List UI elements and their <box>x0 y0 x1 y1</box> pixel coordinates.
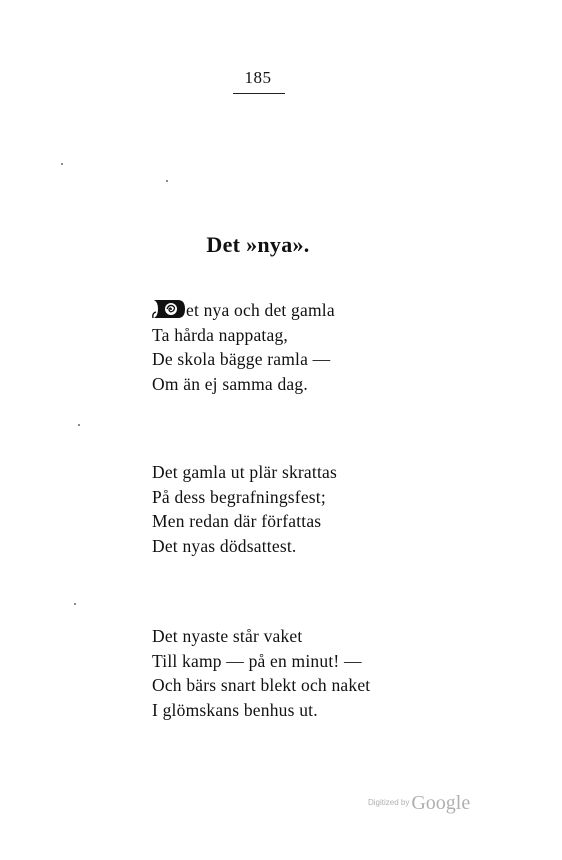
decorative-initial-d <box>152 298 186 320</box>
poem-line: Och bärs snart blekt och naket <box>152 675 371 695</box>
first-line-text: et nya och det gamla <box>186 300 335 320</box>
poem-line <box>152 298 335 323</box>
stanza-1 <box>152 298 335 396</box>
digitized-by-google-watermark <box>368 792 470 815</box>
page-number-rule <box>233 93 285 94</box>
scan-speck <box>74 603 76 605</box>
scan-speck <box>61 163 63 165</box>
poem-line: Det gamla ut plär skrattas <box>152 462 338 482</box>
poem-line: Det nyas dödsattest. <box>152 535 297 556</box>
poem-line: Om än ej samma dag. <box>152 373 308 394</box>
scan-speck <box>78 424 80 426</box>
poem-line: Det nyaste står vaket <box>152 626 303 646</box>
stanza-2 <box>152 460 337 558</box>
poem-line: På dess begrafningsfest; <box>152 486 326 507</box>
page-number: 185 <box>244 68 272 87</box>
poem-line: Men redan där författas <box>152 511 322 531</box>
poem-line: Ta hårda nappatag, <box>152 324 288 345</box>
stanza-3 <box>152 624 370 722</box>
poem-line: Till kamp — på en minut! — <box>152 650 362 671</box>
google-logo-text: Google <box>411 792 471 814</box>
poem-line: De skola bägge ramla — <box>152 349 331 369</box>
poem-line: I glömskans benhus ut. <box>152 699 318 720</box>
poem-title: Det »nya». <box>206 232 310 257</box>
scan-speck <box>166 180 168 182</box>
watermark-prefix: Digitized by <box>368 798 410 807</box>
